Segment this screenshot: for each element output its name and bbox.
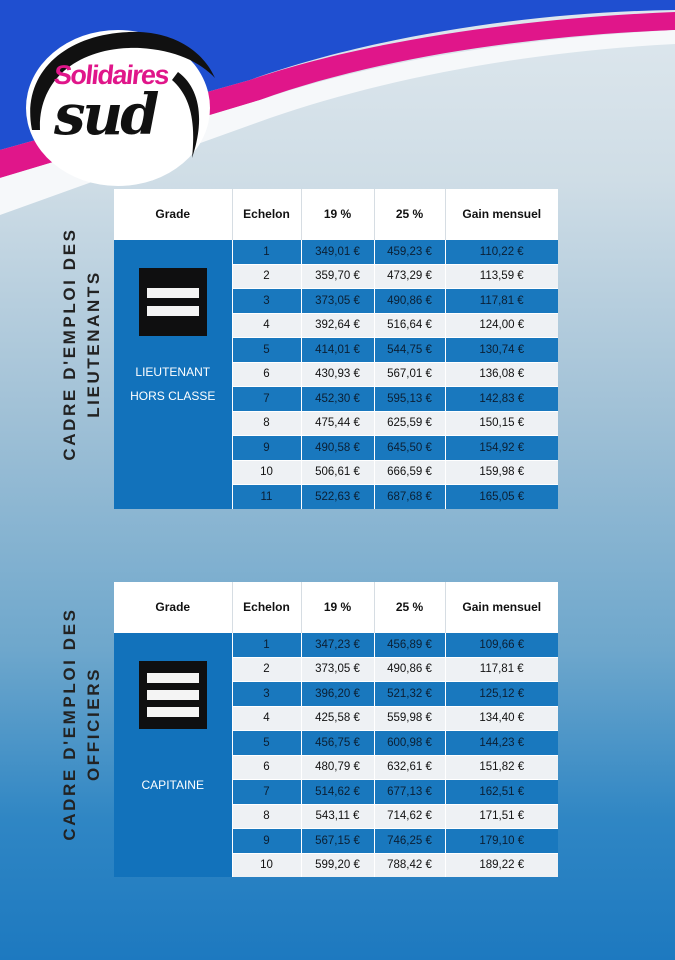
grade-label-line2: HORS CLASSE (130, 388, 216, 403)
side-title-line2: LIEUTENANTS (84, 270, 103, 418)
cell-echelon: 10 (232, 853, 301, 877)
cell-19: 347,23 € (301, 633, 374, 658)
cell-echelon: 4 (232, 706, 301, 731)
cell-gain: 171,51 € (445, 804, 558, 829)
cell-25: 567,01 € (374, 362, 445, 387)
cell-25: 456,89 € (374, 633, 445, 658)
cell-gain: 165,05 € (445, 485, 558, 509)
cell-25: 544,75 € (374, 338, 445, 363)
grade-cell (114, 633, 232, 878)
side-title-officiers (58, 607, 106, 840)
cell-gain: 125,12 € (445, 682, 558, 707)
cell-19: 373,05 € (301, 657, 374, 682)
cell-19: 396,20 € (301, 682, 374, 707)
cell-25: 746,25 € (374, 829, 445, 854)
cell-25: 788,42 € (374, 853, 445, 877)
grade-label-line1: LIEUTENANT (135, 364, 211, 379)
cell-19: 392,64 € (301, 313, 374, 338)
cell-19: 475,44 € (301, 411, 374, 436)
header-grade: Grade (114, 189, 232, 240)
cell-25: 516,64 € (374, 313, 445, 338)
cell-25: 595,13 € (374, 387, 445, 412)
cell-19: 456,75 € (301, 731, 374, 756)
header-19-percent: 19 % (301, 582, 374, 633)
cell-25: 473,29 € (374, 264, 445, 289)
table-body (114, 240, 558, 509)
cell-gain: 154,92 € (445, 436, 558, 461)
table-row (114, 633, 558, 658)
cell-gain: 130,74 € (445, 338, 558, 363)
cell-19: 373,05 € (301, 289, 374, 314)
cell-gain: 124,00 € (445, 313, 558, 338)
cell-19: 349,01 € (301, 240, 374, 265)
cell-gain: 150,15 € (445, 411, 558, 436)
cell-25: 687,68 € (374, 485, 445, 509)
table-body (114, 633, 558, 878)
cell-gain: 117,81 € (445, 657, 558, 682)
cell-echelon: 1 (232, 240, 301, 265)
cell-echelon: 8 (232, 804, 301, 829)
cell-25: 677,13 € (374, 780, 445, 805)
cell-gain: 179,10 € (445, 829, 558, 854)
cell-19: 567,15 € (301, 829, 374, 854)
cell-echelon: 5 (232, 338, 301, 363)
cell-25: 459,23 € (374, 240, 445, 265)
header-echelon: Echelon (232, 582, 301, 633)
cell-19: 480,79 € (301, 755, 374, 780)
logo-sud-text: sud (54, 82, 157, 148)
cell-19: 506,61 € (301, 460, 374, 485)
cell-25: 625,59 € (374, 411, 445, 436)
cell-gain: 151,82 € (445, 755, 558, 780)
cell-19: 452,30 € (301, 387, 374, 412)
cell-gain: 162,51 € (445, 780, 558, 805)
cell-19: 543,11 € (301, 804, 374, 829)
side-title-line2: OFFICIERS (84, 666, 103, 782)
logo-solidaires-text: Solidaires (52, 60, 170, 90)
table-header-row (114, 582, 558, 633)
cell-gain: 144,23 € (445, 731, 558, 756)
cell-25: 645,50 € (374, 436, 445, 461)
cell-25: 490,86 € (374, 289, 445, 314)
two-stripes-insignia-icon (139, 268, 207, 336)
cell-19: 425,58 € (301, 706, 374, 731)
cell-25: 559,98 € (374, 706, 445, 731)
cell-echelon: 3 (232, 289, 301, 314)
three-stripes-insignia-icon (139, 661, 207, 729)
cell-echelon: 7 (232, 387, 301, 412)
salary-table-lieutenants (114, 189, 558, 509)
header-grade: Grade (114, 582, 232, 633)
grade-cell (114, 240, 232, 509)
cell-25: 666,59 € (374, 460, 445, 485)
cell-25: 714,62 € (374, 804, 445, 829)
cell-19: 430,93 € (301, 362, 374, 387)
cell-gain: 189,22 € (445, 853, 558, 877)
cell-19: 599,20 € (301, 853, 374, 877)
cell-25: 600,98 € (374, 731, 445, 756)
cell-echelon: 7 (232, 780, 301, 805)
solidaires-sud-logo (28, 34, 223, 184)
cell-echelon: 3 (232, 682, 301, 707)
header-gain-mensuel: Gain mensuel (445, 582, 558, 633)
cell-gain: 117,81 € (445, 289, 558, 314)
cell-echelon: 4 (232, 313, 301, 338)
cell-echelon: 2 (232, 264, 301, 289)
cell-echelon: 11 (232, 485, 301, 509)
cell-25: 521,32 € (374, 682, 445, 707)
cell-gain: 136,08 € (445, 362, 558, 387)
cell-echelon: 9 (232, 829, 301, 854)
cell-25: 490,86 € (374, 657, 445, 682)
cell-19: 522,63 € (301, 485, 374, 509)
header-19-percent: 19 % (301, 189, 374, 240)
cell-echelon: 5 (232, 731, 301, 756)
header-gain-mensuel: Gain mensuel (445, 189, 558, 240)
cell-echelon: 6 (232, 362, 301, 387)
cell-gain: 159,98 € (445, 460, 558, 485)
salary-table-officiers (114, 582, 558, 877)
header-25-percent: 25 % (374, 582, 445, 633)
header-echelon: Echelon (232, 189, 301, 240)
side-title-line1: CADRE D'EMPLOI DES (60, 227, 79, 461)
cell-echelon: 8 (232, 411, 301, 436)
cell-gain: 142,83 € (445, 387, 558, 412)
cell-echelon: 6 (232, 755, 301, 780)
cell-gain: 134,40 € (445, 706, 558, 731)
cell-19: 359,70 € (301, 264, 374, 289)
cell-echelon: 1 (232, 633, 301, 658)
table-header-row (114, 189, 558, 240)
cell-echelon: 2 (232, 657, 301, 682)
cell-19: 414,01 € (301, 338, 374, 363)
cell-echelon: 9 (232, 436, 301, 461)
cell-gain: 113,59 € (445, 264, 558, 289)
grade-label-line1: CAPITAINE (141, 777, 204, 792)
table-row (114, 240, 558, 265)
cell-gain: 110,22 € (445, 240, 558, 265)
cell-19: 514,62 € (301, 780, 374, 805)
side-title-line1: CADRE D'EMPLOI DES (60, 607, 79, 841)
side-title-lieutenants (58, 227, 106, 460)
cell-19: 490,58 € (301, 436, 374, 461)
cell-echelon: 10 (232, 460, 301, 485)
cell-gain: 109,66 € (445, 633, 558, 658)
header-25-percent: 25 % (374, 189, 445, 240)
cell-25: 632,61 € (374, 755, 445, 780)
